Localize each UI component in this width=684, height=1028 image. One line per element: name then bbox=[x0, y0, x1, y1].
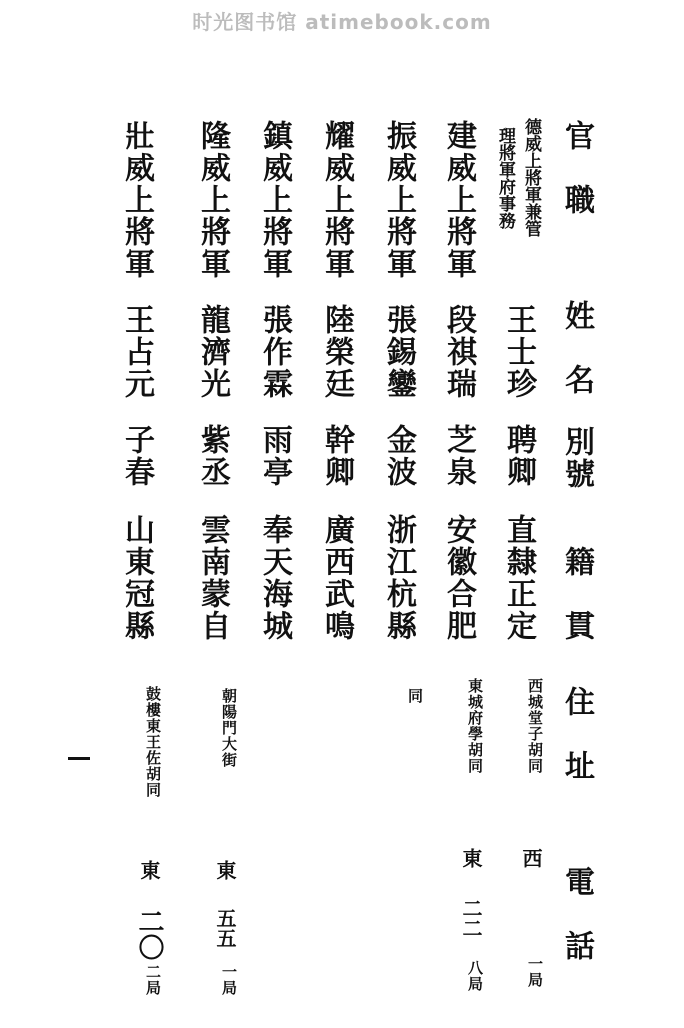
entry-column bbox=[108, 108, 164, 1028]
entry-column bbox=[184, 108, 240, 1028]
entry-origin: 直隸正定 bbox=[501, 514, 536, 642]
header-name: 姓 名 bbox=[559, 300, 594, 396]
entry-column bbox=[246, 108, 302, 1028]
entry-title: 建威上將軍 bbox=[441, 120, 476, 280]
entry-title: 振威上將軍 bbox=[381, 120, 416, 280]
page-number-mark bbox=[68, 757, 90, 760]
entry-alias: 雨亭 bbox=[257, 424, 292, 488]
entry-title: 壯威上將軍 bbox=[119, 120, 154, 280]
entry-phone-number: 一局 bbox=[526, 956, 544, 988]
entry-alias: 子春 bbox=[119, 424, 154, 488]
watermark: 时光图书馆 atimebook.com bbox=[192, 10, 492, 34]
entry-title: 隆威上將軍 bbox=[195, 120, 230, 280]
header-title: 官 職 bbox=[559, 120, 594, 216]
header-address: 住 址 bbox=[559, 686, 594, 782]
entry-name: 張錫鑾 bbox=[381, 304, 416, 400]
entry-phone-exchange: 西 bbox=[519, 848, 543, 868]
entry-origin: 雲南蒙自 bbox=[195, 514, 230, 642]
entry-phone-number: 二〇 bbox=[134, 908, 164, 960]
entry-column bbox=[430, 108, 486, 1028]
entry-name: 龍濟光 bbox=[195, 304, 230, 400]
entry-alias: 金波 bbox=[381, 424, 416, 488]
entry-alias: 幹卿 bbox=[319, 424, 354, 488]
header-origin: 籍 貫 bbox=[559, 546, 594, 642]
entry-origin: 安徽合肥 bbox=[441, 514, 476, 642]
header-column bbox=[548, 108, 604, 1028]
entry-title bbox=[490, 118, 546, 237]
entry-phone-exchange: 東 bbox=[137, 860, 161, 880]
entry-title: 耀威上將軍 bbox=[319, 120, 354, 280]
entry-origin: 廣西武鳴 bbox=[319, 514, 354, 642]
entry-phone-suffix: 二局 bbox=[144, 964, 162, 996]
entry-phone-number: 五五 bbox=[213, 908, 237, 948]
entry-column bbox=[370, 108, 426, 1028]
entry-name: 張作霖 bbox=[257, 304, 292, 400]
header-phone: 電 話 bbox=[559, 866, 594, 962]
entry-name: 王占元 bbox=[119, 304, 154, 400]
entry-phone-exchange: 東 bbox=[459, 848, 483, 868]
entry-title: 鎮威上將軍 bbox=[257, 120, 292, 280]
entry-name: 段祺瑞 bbox=[441, 304, 476, 400]
entry-address: 朝陽門大街 bbox=[220, 688, 238, 768]
entry-column bbox=[308, 108, 364, 1028]
entry-alias: 聘卿 bbox=[501, 424, 536, 488]
entry-phone-exchange: 東 bbox=[213, 860, 237, 880]
entry-origin: 山東冠縣 bbox=[119, 514, 154, 642]
entry-phone-suffix: 八局 bbox=[466, 960, 484, 992]
entry-title-line2: 理將軍府事務 bbox=[495, 126, 515, 229]
entry-name: 陸榮廷 bbox=[319, 304, 354, 400]
header-alias: 別號 bbox=[559, 426, 594, 490]
entry-alias: 紫丞 bbox=[195, 424, 230, 488]
entry-phone-suffix: 一局 bbox=[220, 964, 238, 996]
entry-address: 西城堂子胡同 bbox=[526, 678, 544, 774]
entry-column bbox=[490, 108, 546, 1028]
entry-phone-number: 二二 bbox=[459, 898, 483, 938]
entry-origin: 浙江杭縣 bbox=[381, 514, 416, 642]
entry-origin: 奉天海城 bbox=[257, 514, 292, 642]
entry-address: 同 bbox=[406, 688, 424, 704]
entry-address: 東城府學胡同 bbox=[466, 678, 484, 774]
entry-address: 鼓樓東王佐胡同 bbox=[144, 686, 162, 798]
entry-name: 王士珍 bbox=[501, 304, 536, 400]
entry-title-line1: 德威上將軍兼管 bbox=[521, 118, 541, 237]
entry-alias: 芝泉 bbox=[441, 424, 476, 488]
